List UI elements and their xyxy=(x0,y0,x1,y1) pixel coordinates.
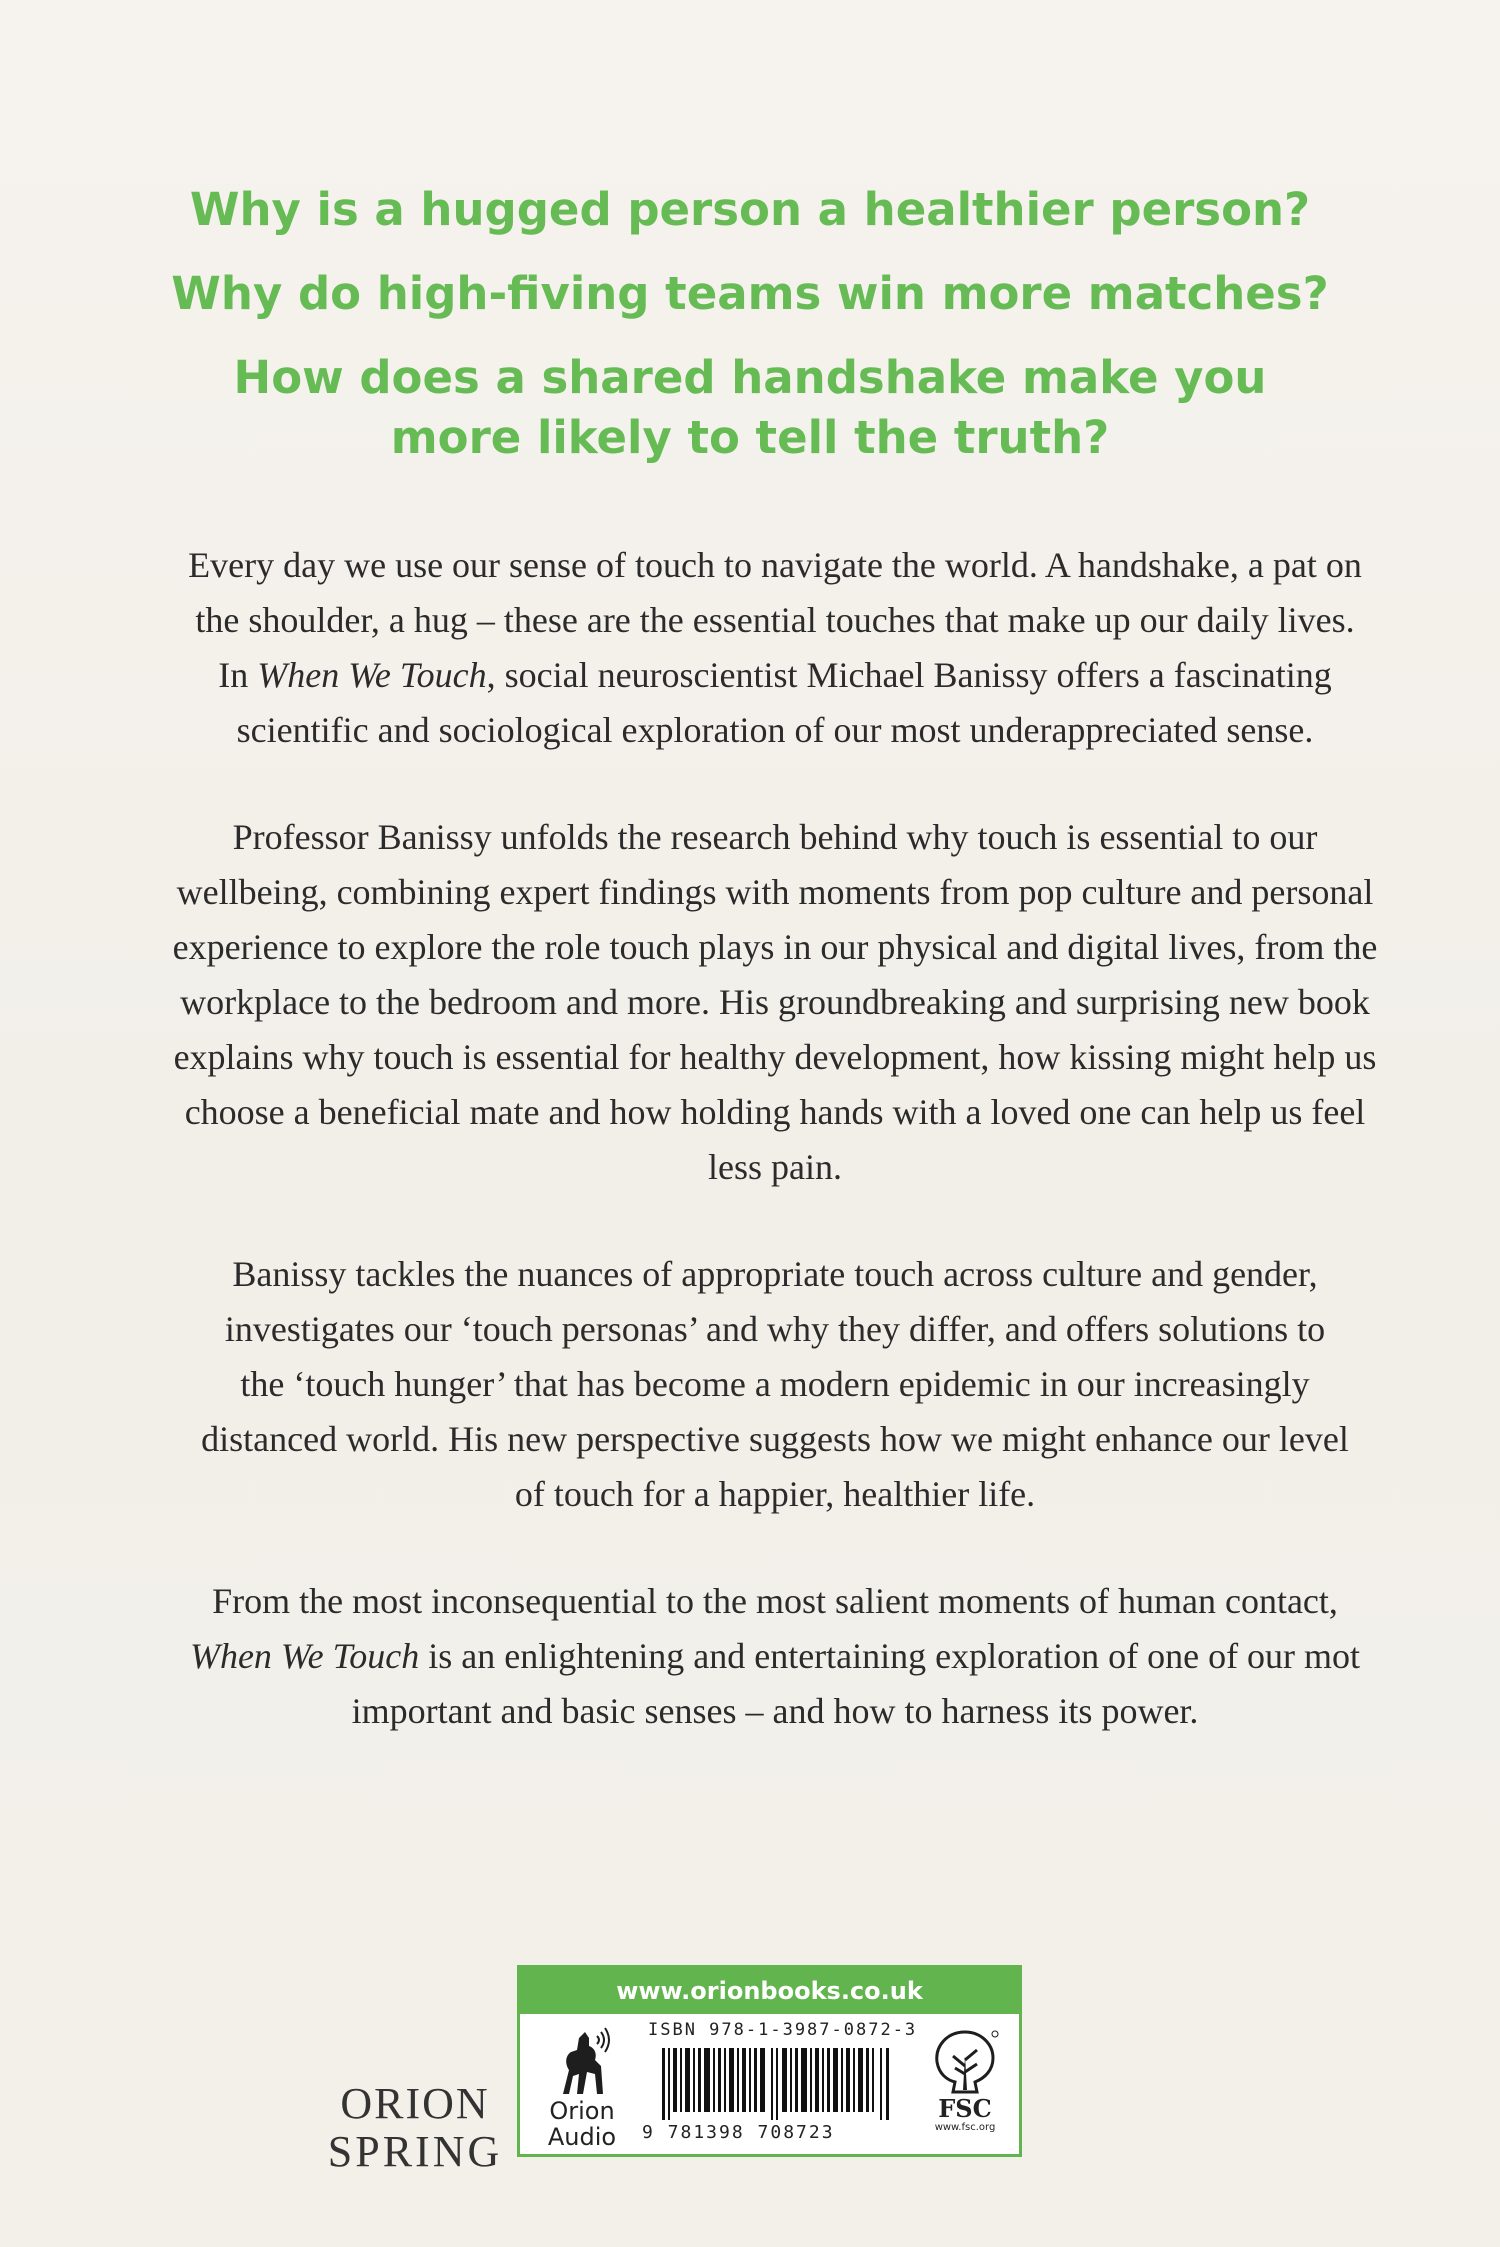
p1-text-start: Every day we use our sense of touch to navigate the world. A handshake, a pat on the shoulder, a hug – these are the essential touches that make up our daily lives. In xyxy=(188,545,1362,695)
headline-questions xyxy=(150,180,1350,492)
blurb-paragraph-1 xyxy=(185,538,1365,758)
p1-text-end: , social neuroscientist Michael Banissy offers a fascinating scientific and sociological exploration of our most underappreciated sense. xyxy=(236,655,1332,750)
blurb-paragraph-3: Banissy tackles the nuances of appropriate touch across culture and gender, investigates our ‘touch personas’ and why they differ, and offers solutions to the ‘touch hunger’ that has become a modern epidemic in our increasingly distanced world. His new perspective suggests how we might enhance our level of touch for a happier, healthier life. xyxy=(201,1254,1349,1514)
fsc-tree-icon xyxy=(927,2026,1003,2096)
p1-book-title: When We Touch xyxy=(257,655,487,695)
isbn-number: ISBN 978-1-3987-0872-3 xyxy=(648,2020,918,2040)
orion-spring-logo xyxy=(325,2080,505,2176)
blurb-paragraph-4 xyxy=(170,1574,1380,1739)
publisher-line-2: SPRING xyxy=(327,2127,503,2176)
blurb xyxy=(170,538,1380,1791)
audio-line-1: Orion xyxy=(549,2097,615,2125)
publisher-line-1: ORION xyxy=(340,2079,490,2128)
orion-audio-logo xyxy=(532,2024,632,2154)
barcode-digits: 9 781398 708723 xyxy=(642,2122,835,2143)
publisher-url: www.orionbooks.co.uk xyxy=(520,1968,1019,2014)
question-2: Why do high-fiving teams win more matches? xyxy=(171,267,1329,320)
audio-line-2: Audio xyxy=(547,2123,617,2151)
blurb-paragraph-2: Professor Banissy unfolds the research behind why touch is essential to our wellbeing, combining expert findings with moments from pop culture and personal experience to explore the role touch plays in our physical and digital lives, from the workplace to the bedroom and more. His groundbreaking and surprising new book explains why touch is essential for healthy development, how kissing might help us choose a beneficial mate and how holding hands with a loved one can help us feel less pain. xyxy=(172,817,1378,1187)
p4-book-title: When We Touch xyxy=(189,1636,420,1676)
barcode-icon xyxy=(662,2048,892,2120)
p4-text-start: From the most inconsequential to the most salient moments of human contact, xyxy=(212,1581,1338,1621)
dog-icon xyxy=(543,2024,621,2098)
question-3: How does a shared handshake make you more likely to tell the truth? xyxy=(233,351,1267,464)
fsc-logo xyxy=(920,2026,1010,2151)
fsc-label: FSC xyxy=(938,2094,992,2123)
isbn-info-box xyxy=(517,1965,1022,2157)
question-1: Why is a hugged person a healthier person? xyxy=(189,183,1311,236)
fsc-url: www.fsc.org xyxy=(934,2122,996,2133)
p4-text-end: is an enlightening and entertaining exploration of one of our mot important and basic senses – and how to harness its power. xyxy=(351,1636,1361,1731)
